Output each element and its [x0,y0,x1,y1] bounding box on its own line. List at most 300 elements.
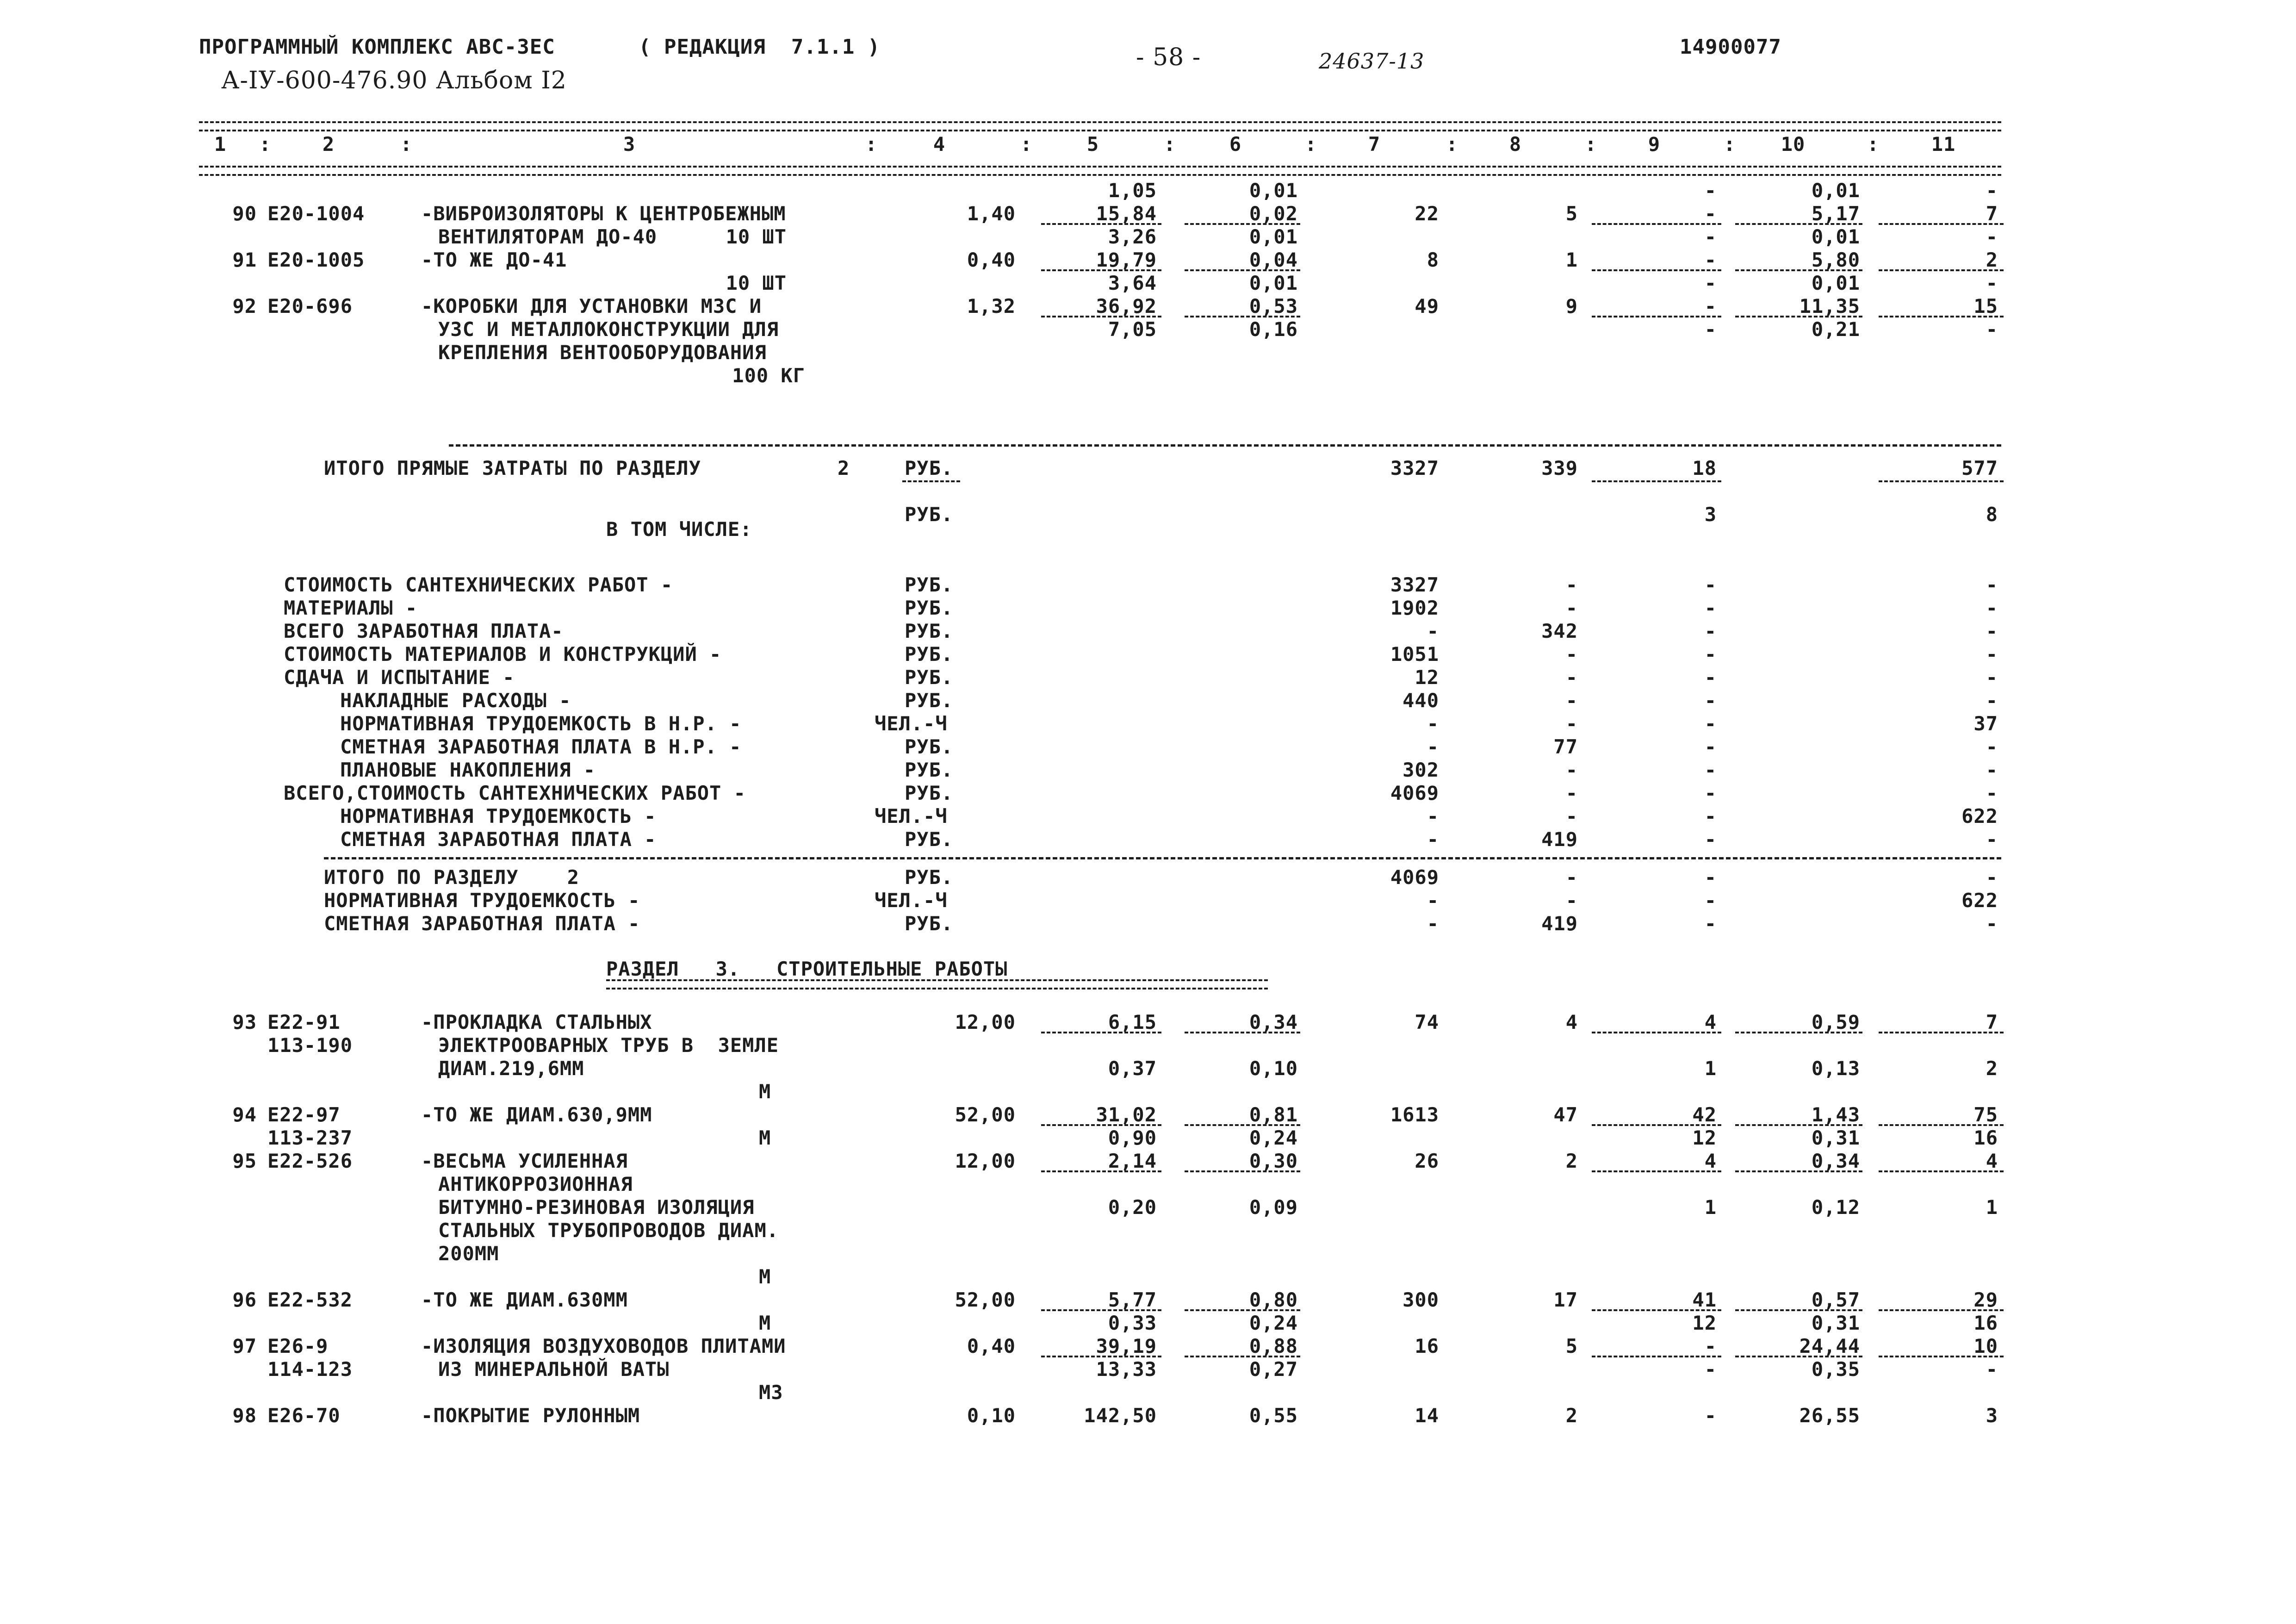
item-value-sub: - [1986,225,1998,248]
item-value-sub: - [1986,272,1998,294]
item-value-main: 0,53 [1249,295,1298,317]
item-value-sub: 0,90 [1108,1126,1157,1149]
breakdown-value: 4069 [1390,782,1439,804]
item-value-main: 0,88 [1249,1335,1298,1357]
item-value-main: 49 [1415,295,1439,317]
value-separator [1735,1170,1862,1172]
breakdown-value: - [1704,620,1717,642]
item-description: ВЕНТИЛЯТОРАМ ДО-40 [438,225,658,248]
item-code: Е22-526 [267,1150,353,1172]
section-total-value: 18 [1692,457,1717,479]
summary-value: - [1565,889,1578,912]
item-description: 200ММ [438,1242,499,1265]
value-separator [1879,223,2004,225]
item-value-main: 0,30 [1249,1150,1298,1172]
item-description: ДИАМ.219,6ММ [438,1057,584,1080]
item-value-main: 22 [1415,202,1439,225]
item-quantity: 0,40 [967,249,1016,271]
value-separator [1041,1170,1161,1172]
value-separator [1041,269,1161,271]
item-value-sub: 0,20 [1108,1196,1157,1219]
item-description: ЭЛЕКТРООВАРНЫХ ТРУБ В ЗЕМЛЕ [438,1034,779,1057]
item-value-main: 2,14 [1108,1150,1157,1172]
breakdown-value: - [1565,782,1578,804]
breakdown-value: - [1986,689,1998,712]
breakdown-unit: ЧЕЛ.-Ч [875,712,948,735]
value-separator [1185,1309,1300,1311]
summary-label: НОРМАТИВНАЯ ТРУДОЕМКОСТЬ - [324,889,640,912]
value-separator [1592,1309,1721,1311]
item-quantity: 1,32 [967,295,1016,317]
column-header-11: 11 [1931,133,1956,156]
item-quantity: 12,00 [955,1150,1016,1172]
item-description: -ТО ЖЕ ДО-41 [421,249,567,271]
item-value-sub: 16 [1973,1126,1998,1149]
breakdown-value: - [1986,573,1998,596]
breakdown-value: - [1565,689,1578,712]
breakdown-unit: ЧЕЛ.-Ч [875,805,948,828]
item-value-sub: 0,10 [1249,1057,1298,1080]
item-value-main: 0,57 [1811,1288,1860,1311]
item-value-main: 11,35 [1799,295,1860,317]
unit-separator [902,480,960,482]
item-value-main: - [1704,1335,1717,1357]
item-value-main: 39,19 [1096,1335,1157,1357]
item-value-main: 300 [1402,1288,1439,1311]
item-value-top: 1,05 [1108,179,1157,202]
summary-value: - [1565,866,1578,889]
item-value-main: 42 [1692,1103,1717,1126]
item-value-main: 4 [1704,1011,1717,1033]
item-value-sub: 0,33 [1108,1312,1157,1334]
value-separator [1592,1032,1721,1033]
item-code-secondary: 114-123 [267,1358,353,1381]
column-header-10: 10 [1781,133,1806,156]
value-separator [1879,1356,2004,1357]
breakdown-value: - [1565,805,1578,828]
item-value-main: 8 [1427,249,1439,271]
breakdown-unit: РУБ. [905,759,954,781]
item-value-sub: 12 [1692,1312,1717,1334]
value-separator [1879,480,2004,482]
breakdown-label: МАТЕРИАЛЫ - [284,597,418,619]
column-header-1: 1 [214,133,227,156]
column-header-5: 5 [1086,133,1099,156]
breakdown-label: СМЕТНАЯ ЗАРАБОТНАЯ ПЛАТА В Н.Р. - [340,735,742,758]
breakdown-value: 77 [1553,735,1578,758]
breakdown-value: 440 [1402,689,1439,712]
item-number: 93 [232,1011,257,1033]
column-separator: : [1164,133,1176,156]
item-value-sub: - [1704,318,1717,341]
item-quantity: 52,00 [955,1288,1016,1311]
breakdown-value: - [1565,643,1578,666]
breakdown-unit: РУБ. [905,828,954,851]
summary-rule [324,857,2001,859]
summary-value: 419 [1541,912,1578,935]
summary-label: СМЕТНАЯ ЗАРАБОТНАЯ ПЛАТА - [324,912,640,935]
item-value-main: 4 [1986,1150,1998,1172]
breakdown-value: 622 [1961,805,1998,828]
breakdown-value: - [1704,666,1717,689]
value-separator [1879,316,2004,317]
value-separator [1041,1032,1161,1033]
breakdown-unit: РУБ. [905,597,954,619]
column-separator: : [865,133,878,156]
item-value-main: - [1704,295,1717,317]
item-value-main: 17 [1553,1288,1578,1311]
document-code: 14900077 [1680,35,1781,59]
breakdown-value: - [1565,712,1578,735]
breakdown-value: - [1704,712,1717,735]
breakdown-value: 419 [1541,828,1578,851]
value-separator [1185,223,1300,225]
breakdown-value: - [1565,597,1578,619]
breakdown-value: - [1427,735,1439,758]
item-description: -ИЗОЛЯЦИЯ ВОЗДУХОВОДОВ ПЛИТАМИ [421,1335,786,1357]
item-value-main: 0,55 [1249,1404,1298,1427]
value-separator [1735,1124,1862,1126]
item-value-main: 74 [1415,1011,1439,1033]
breakdown-value: 302 [1402,759,1439,781]
item-value-sub: - [1704,225,1717,248]
header-top-rule [199,121,2001,131]
breakdown-value: 37 [1973,712,1998,735]
value-separator [1879,1309,2004,1311]
value-separator [1041,316,1161,317]
value-separator [1185,269,1300,271]
item-value-main: 5 [1565,202,1578,225]
column-separator: : [1446,133,1458,156]
breakdown-label: НОРМАТИВНАЯ ТРУДОЕМКОСТЬ - [340,805,657,828]
item-value-main: 0,59 [1811,1011,1860,1033]
column-header-6: 6 [1229,133,1242,156]
breakdown-value: 12 [1415,666,1439,689]
value-separator [1041,223,1161,225]
album-title: А-IУ-600-476.90 Альбом I2 [221,67,567,94]
breakdown-unit: РУБ. [905,620,954,642]
value-separator [1735,316,1862,317]
item-value-sub: 0,24 [1249,1126,1298,1149]
breakdown-value: - [1704,573,1717,596]
summary-value: - [1704,912,1717,935]
item-value-sub: 0,01 [1249,225,1298,248]
breakdown-value: - [1704,782,1717,804]
handwritten-number: 24637-13 [1319,49,1425,74]
item-number: 92 [232,295,257,317]
item-value-sub: 0,31 [1811,1126,1860,1149]
section-total-rule [449,444,2001,447]
summary-value: - [1704,889,1717,912]
breakdown-value: - [1427,620,1439,642]
breakdown-value: 1051 [1390,643,1439,666]
item-value-sub: 0,16 [1249,318,1298,341]
column-header-3: 3 [623,133,636,156]
value-separator [1879,269,2004,271]
value-separator [1735,1032,1862,1033]
value-separator [1185,1170,1300,1172]
item-value-sub: 3,26 [1108,225,1157,248]
item-quantity: 1,40 [967,202,1016,225]
breakdown-value: - [1986,620,1998,642]
summary-value: - [1427,889,1439,912]
item-value-sub: 0,24 [1249,1312,1298,1334]
item-value-main: 29 [1973,1288,1998,1311]
item-quantity: 0,40 [967,1335,1016,1357]
breakdown-value: - [1704,735,1717,758]
program-name: ПРОГРАММНЫЙ КОМПЛЕКС АВС-3ЕС [199,35,555,59]
breakdown-value: - [1704,828,1717,851]
value-separator [1592,223,1721,225]
breakdown-label: ВСЕГО ЗАРАБОТНАЯ ПЛАТА- [284,620,564,642]
value-separator [1735,1309,1862,1311]
breakdown-value: - [1704,805,1717,828]
item-value-main: 7 [1986,202,1998,225]
item-unit: 10 ШТ [726,225,787,248]
item-description: -ПОКРЫТИЕ РУЛОННЫМ [421,1404,640,1427]
breakdown-label: СМЕТНАЯ ЗАРАБОТНАЯ ПЛАТА - [340,828,657,851]
item-value-sub: 0,27 [1249,1358,1298,1381]
value-separator [1185,1356,1300,1357]
item-value-sub: 16 [1973,1312,1998,1334]
column-separator: : [1020,133,1033,156]
item-value-sub: 3,64 [1108,272,1157,294]
item-description: КРЕПЛЕНИЯ ВЕНТООБОРУДОВАНИЯ [438,341,767,364]
item-value-main: 2 [1565,1404,1578,1427]
breakdown-value: - [1986,597,1998,619]
section-total-value: 8 [1986,503,1998,526]
breakdown-label: НОРМАТИВНАЯ ТРУДОЕМКОСТЬ В Н.Р. - [340,712,742,735]
column-separator: : [259,133,272,156]
item-code: Е22-97 [267,1103,341,1126]
item-value-sub: 0,21 [1811,318,1860,341]
item-number: 96 [232,1288,257,1311]
value-separator [1592,269,1721,271]
item-quantity: 52,00 [955,1103,1016,1126]
item-value-sub: 0,01 [1811,225,1860,248]
value-separator [1879,1124,2004,1126]
breakdown-unit: РУБ. [905,643,954,666]
item-code: Е26-9 [267,1335,329,1357]
summary-value: - [1986,912,1998,935]
item-value-main: 1613 [1390,1103,1439,1126]
breakdown-label: ПЛАНОВЫЕ НАКОПЛЕНИЯ - [340,759,596,781]
item-value-sub: 0,09 [1249,1196,1298,1219]
including-label: В ТОМ ЧИСЛЕ: [606,518,752,541]
item-description: УЗС И МЕТАЛЛОКОНСТРУКЦИИ ДЛЯ [438,318,779,341]
value-separator [1592,480,1721,482]
breakdown-value: - [1986,759,1998,781]
item-value-main: 36,92 [1096,295,1157,317]
item-value-sub: - [1704,272,1717,294]
column-separator: : [1585,133,1597,156]
column-header-9: 9 [1648,133,1661,156]
value-separator [1041,1309,1161,1311]
breakdown-value: - [1565,666,1578,689]
item-quantity: 0,10 [967,1404,1016,1427]
item-description: -ВИБРОИЗОЛЯТОРЫ К ЦЕНТРОБЕЖНЫМ [421,202,786,225]
breakdown-value: - [1427,805,1439,828]
item-unit: М [759,1265,771,1288]
breakdown-value: - [1986,666,1998,689]
section-total-section: 2 [838,457,850,479]
summary-value: - [1986,866,1998,889]
summary-unit: РУБ. [905,912,954,935]
item-description: -ТО ЖЕ ДИАМ.630,9ММ [421,1103,652,1126]
breakdown-label: СТОИМОСТЬ МАТЕРИАЛОВ И КОНСТРУКЦИЙ - [284,643,722,666]
item-value-sub: - [1986,1358,1998,1381]
item-value-main: 10 [1973,1335,1998,1357]
column-header-4: 4 [933,133,946,156]
page-number: - 58 - [1136,44,1201,71]
value-separator [1592,1356,1721,1357]
item-value-sub: 0,35 [1811,1358,1860,1381]
item-value-top: 0,01 [1811,179,1860,202]
item-description: ИЗ МИНЕРАЛЬНОЙ ВАТЫ [438,1358,670,1381]
item-value-sub: 0,01 [1811,272,1860,294]
item-code-secondary: 113-237 [267,1126,353,1149]
item-value-main: 7 [1986,1011,1998,1033]
item-value-sub: 1 [1986,1196,1998,1219]
item-value-main: 41 [1692,1288,1717,1311]
breakdown-unit: РУБ. [905,573,954,596]
breakdown-value: - [1704,597,1717,619]
breakdown-value: - [1986,782,1998,804]
column-header-2: 2 [322,133,335,156]
item-value-sub: 7,05 [1108,318,1157,341]
breakdown-value: - [1986,828,1998,851]
column-header-7: 7 [1368,133,1381,156]
item-value-main: 9 [1565,295,1578,317]
item-value-main: - [1704,202,1717,225]
item-value-sub: 0,13 [1811,1057,1860,1080]
item-value-main: 15 [1973,295,1998,317]
item-value-main: 26,55 [1799,1404,1860,1427]
item-value-main: 1,43 [1811,1103,1860,1126]
section-total-value: 3 [1704,503,1717,526]
value-separator [1185,1124,1300,1126]
breakdown-value: - [1427,712,1439,735]
value-separator [1185,316,1300,317]
item-value-main: 15,84 [1096,202,1157,225]
column-header-8: 8 [1509,133,1522,156]
item-number: 98 [232,1404,257,1427]
item-value-main: 0,81 [1249,1103,1298,1126]
item-value-main: 5,80 [1811,249,1860,271]
breakdown-value: - [1565,573,1578,596]
item-unit: 100 КГ [732,364,805,387]
value-separator [1592,316,1721,317]
section-3-underline [606,979,1268,989]
item-code: Е20-696 [267,295,353,317]
column-separator: : [1724,133,1736,156]
item-number: 94 [232,1103,257,1126]
breakdown-value: - [1986,735,1998,758]
item-value-main: 6,15 [1108,1011,1157,1033]
item-value-main: - [1704,249,1717,271]
item-number: 91 [232,249,257,271]
item-value-sub: 0,37 [1108,1057,1157,1080]
breakdown-value: - [1704,759,1717,781]
item-value-main: 47 [1553,1103,1578,1126]
breakdown-unit: РУБ. [905,782,954,804]
section-3-title: РАЗДЕЛ 3. СТРОИТЕЛЬНЫЕ РАБОТЫ [606,958,1008,980]
item-value-main: 26 [1415,1150,1439,1172]
item-value-sub: 0,12 [1811,1196,1860,1219]
item-value-main: 16 [1415,1335,1439,1357]
section-total-value: 339 [1541,457,1578,479]
item-value-main: 75 [1973,1103,1998,1126]
item-value-main: 0,34 [1249,1011,1298,1033]
item-value-main: 0,80 [1249,1288,1298,1311]
item-value-sub: 1 [1704,1196,1717,1219]
summary-unit: ЧЕЛ.-Ч [875,889,948,912]
item-code: Е22-532 [267,1288,353,1311]
item-description: БИТУМНО-РЕЗИНОВАЯ ИЗОЛЯЦИЯ [438,1196,755,1219]
value-separator [1041,1356,1161,1357]
summary-label: ИТОГО ПО РАЗДЕЛУ 2 [324,866,580,889]
breakdown-value: - [1704,643,1717,666]
item-description: -КОРОБКИ ДЛЯ УСТАНОВКИ МЗС И [421,295,762,317]
item-description: -ПРОКЛАДКА СТАЛЬНЫХ [421,1011,652,1033]
section-total-unit: РУБ. [905,457,954,479]
breakdown-value: - [1986,643,1998,666]
item-value-main: 0,02 [1249,202,1298,225]
item-number: 90 [232,202,257,225]
column-separator: : [1867,133,1880,156]
item-code-secondary: 113-190 [267,1034,353,1057]
item-value-main: 19,79 [1096,249,1157,271]
item-number: 97 [232,1335,257,1357]
item-value-main: 14 [1415,1404,1439,1427]
section-total-label: ИТОГО ПРЯМЫЕ ЗАТРАТЫ ПО РАЗДЕЛУ [324,457,701,479]
item-code: Е26-70 [267,1404,341,1427]
item-value-sub: - [1986,318,1998,341]
item-code: Е20-1004 [267,202,365,225]
item-value-main: 5,17 [1811,202,1860,225]
item-value-sub: 0,31 [1811,1312,1860,1334]
breakdown-unit: РУБ. [905,735,954,758]
breakdown-label: ВСЕГО,СТОИМОСТЬ САНТЕХНИЧЕСКИХ РАБОТ - [284,782,746,804]
edition: ( РЕДАКЦИЯ 7.1.1 ) [639,35,881,59]
value-separator [1735,223,1862,225]
item-code: Е22-91 [267,1011,341,1033]
item-value-sub: 1 [1704,1057,1717,1080]
item-value-main: 2 [1565,1150,1578,1172]
section-total-value: 577 [1961,457,1998,479]
value-separator [1879,1170,2004,1172]
item-value-top: 0,01 [1249,179,1298,202]
item-value-top: - [1986,179,1998,202]
breakdown-value: - [1427,828,1439,851]
item-value-main: 0,04 [1249,249,1298,271]
item-value-sub: 2 [1986,1057,1998,1080]
item-value-main: 2 [1986,249,1998,271]
item-unit: 10 ШТ [726,272,787,294]
breakdown-value: 1902 [1390,597,1439,619]
item-value-top: - [1704,179,1717,202]
column-separator: : [1305,133,1317,156]
value-separator [1879,1032,2004,1033]
section-total-value: 3327 [1390,457,1439,479]
item-value-main: 31,02 [1096,1103,1157,1126]
item-code: Е20-1005 [267,249,365,271]
item-unit: М [759,1126,771,1149]
item-value-main: 5,77 [1108,1288,1157,1311]
item-unit: М [759,1080,771,1103]
summary-value: 4069 [1390,866,1439,889]
item-number: 95 [232,1150,257,1172]
